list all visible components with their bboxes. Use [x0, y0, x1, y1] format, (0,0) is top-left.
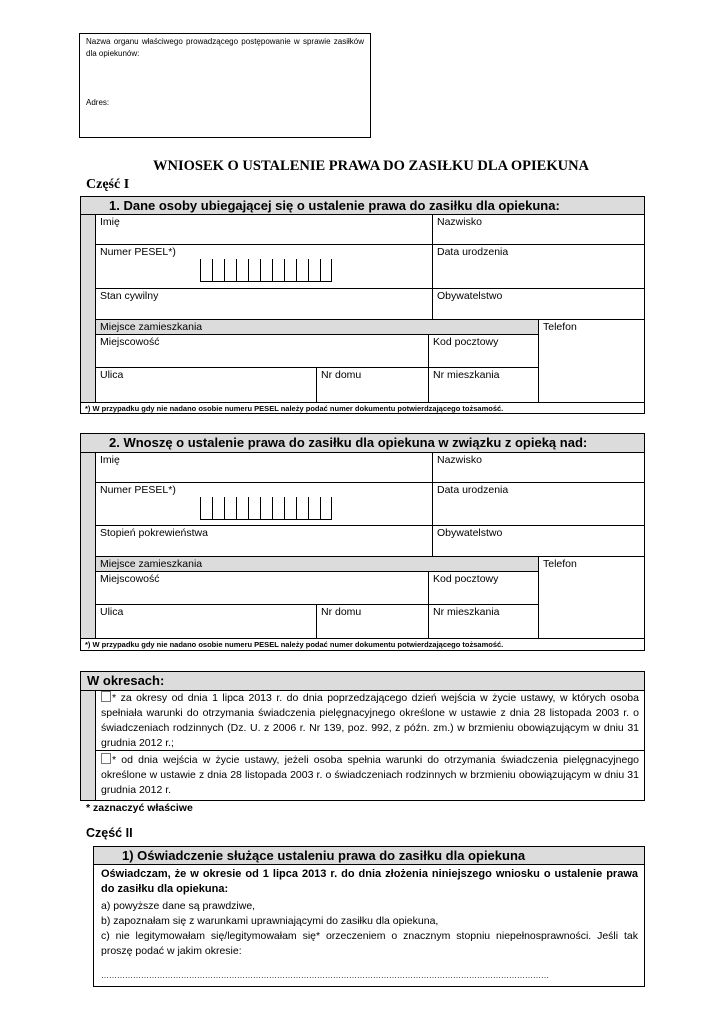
declaration-item-a: a) powyższe dane są prawdziwe,: [101, 900, 256, 912]
declaration-intro: Oświadczam, że w okresie od 1 lipca 2013 r. do dnia złożenia niniejszego wniosku o ustalenie prawa do zasiłku dla opiekuna:: [101, 868, 638, 895]
periods-margin: [80, 690, 96, 801]
s1-house-field[interactable]: [316, 367, 429, 403]
s1-pesel-label: Numer PESEL*): [100, 246, 176, 258]
s1-residence-header: [95, 319, 539, 335]
s2-postal-field[interactable]: [428, 571, 539, 605]
section-2-header: 2. Wnoszę o ustalenie prawa do zasiłku dla opiekuna w związku z opieką nad:: [80, 433, 645, 453]
s1-last-name-field[interactable]: [432, 214, 645, 245]
s1-postal-label: Kod pocztowy: [433, 336, 499, 348]
s2-pesel-label: Numer PESEL*): [100, 484, 176, 496]
period-option-1[interactable]: [95, 690, 645, 751]
s2-phone-label: Telefon: [543, 558, 577, 570]
periods-footnote: * zaznaczyć właściwe: [86, 802, 193, 814]
s1-apartment-label: Nr mieszkania: [433, 369, 500, 381]
s2-apartment-field[interactable]: [428, 604, 539, 639]
period-option-2[interactable]: [95, 750, 645, 801]
s2-city-label: Miejscowość: [100, 573, 160, 585]
s1-postal-field[interactable]: [428, 334, 539, 368]
s1-pesel-boxes[interactable]: [200, 259, 332, 282]
s1-citizenship-label: Obywatelstwo: [437, 290, 503, 302]
s1-pesel-note: *) W przypadku gdy nie nadano osobie numeru PESEL należy podać numer dokumentu potwierdzającego tożsamość.: [80, 402, 645, 414]
s1-city-field[interactable]: [95, 334, 429, 368]
part-2-heading: Część II: [86, 826, 133, 840]
s2-birth-date-label: Data urodzenia: [437, 484, 509, 496]
page-title: WNIOSEK O USTALENIE PRAWA DO ZASIŁKU DLA OPIEKUNA: [152, 158, 590, 174]
section-1-header: 1. Dane osoby ubiegającej się o ustalenie prawa do zasiłku dla opiekuna:: [80, 196, 645, 215]
s2-first-name-label: Imię: [100, 454, 120, 466]
s2-city-field[interactable]: [95, 571, 429, 605]
s2-apartment-label: Nr mieszkania: [433, 606, 500, 618]
s2-street-label: Ulica: [100, 606, 124, 618]
s2-birth-date-field[interactable]: [432, 482, 645, 526]
s2-house-field[interactable]: [316, 604, 429, 639]
section-2-margin: [80, 452, 96, 639]
s1-phone-field[interactable]: [538, 319, 645, 403]
declaration-header: 1) Oświadczenie służące ustaleniu prawa do zasiłku dla opiekuna: [93, 846, 645, 865]
s2-phone-field[interactable]: [538, 556, 645, 639]
s2-kinship-label: Stopień pokrewieństwa: [100, 527, 208, 539]
s2-citizenship-field[interactable]: [432, 525, 645, 557]
period-2-text: * od dnia wejścia w życie ustawy, jeżeli osoba spełnia warunki do otrzymania świadczenia pielęgnacyjnego określone w ustawie z dnia 28 listopada 2003 r. o świadczeniach rodzinnych w brzmieniu obowiązującym w dniu 31 grudnia 2012 r.: [101, 754, 639, 796]
period-1-checkbox[interactable]: [101, 691, 111, 702]
s2-pesel-note: *) W przypadku gdy nie nadano osobie numeru PESEL należy podać numer dokumentu potwierdzającego tożsamość.: [80, 638, 645, 651]
s2-postal-label: Kod pocztowy: [433, 573, 499, 585]
s1-apartment-field[interactable]: [428, 367, 539, 403]
s2-residence-header: [95, 556, 539, 572]
periods-header: W okresach:: [80, 671, 645, 691]
s1-birth-date-field[interactable]: [432, 244, 645, 289]
s1-street-label: Ulica: [100, 369, 124, 381]
s1-pesel-field[interactable]: [95, 244, 433, 289]
s1-citizenship-field[interactable]: [432, 288, 645, 320]
organ-name-label: Nazwa organu właściwego prowadzącego postępowanie w sprawie zasiłków dla opiekunów:: [86, 37, 364, 58]
organ-box: [79, 33, 371, 138]
s2-street-field[interactable]: [95, 604, 317, 639]
s2-last-name-label: Nazwisko: [437, 454, 482, 466]
s1-street-field[interactable]: [95, 367, 317, 403]
s2-kinship-field[interactable]: [95, 525, 433, 557]
declaration-body: [93, 864, 645, 987]
s1-marital-label: Stan cywilny: [100, 290, 159, 302]
s2-citizenship-label: Obywatelstwo: [437, 527, 503, 539]
s1-house-label: Nr domu: [321, 369, 362, 381]
s1-last-name-label: Nazwisko: [437, 216, 482, 228]
declaration-item-c: c) nie legitymowałam się/legitymowałam się* orzeczeniem o znacznym stopniu niepełnosprawności. Jeśli tak proszę podać w jakim okresie:: [101, 930, 638, 957]
s1-birth-date-label: Data urodzenia: [437, 246, 509, 258]
s1-marital-field[interactable]: [95, 288, 433, 320]
declaration-period-input[interactable]: ……………………………………………………………………………………………………………………………………………………: [101, 971, 549, 980]
s1-first-name-field[interactable]: [95, 214, 433, 245]
part-1-heading: Część I: [86, 177, 130, 192]
s1-first-name-label: Imię: [100, 216, 120, 228]
period-1-text: * za okresy od dnia 1 lipca 2013 r. do dnia poprzedzającego dzień wejścia w życie ustawy, w których osoba spełniała warunki do otrzymania świadczenia pielęgnacyjnego określone w ustawie z dnia 28 listopada 2003 r. o świadczeniach rodzinnych (Dz. U. z 2006 r. Nr 139, poz. 992, z późn. zm.) w brzmieniu obowiązującym w dniu 31 grudnia 2012 r.;: [101, 692, 639, 749]
s2-last-name-field[interactable]: [432, 452, 645, 483]
s2-pesel-boxes[interactable]: [200, 497, 332, 520]
section-1-margin: [80, 214, 96, 403]
organ-address-label: Adres:: [86, 98, 110, 107]
s1-phone-label: Telefon: [543, 321, 577, 333]
s2-pesel-field[interactable]: [95, 482, 433, 526]
s1-city-label: Miejscowość: [100, 336, 160, 348]
s2-residence-label: Miejsce zamieszkania: [100, 558, 203, 570]
declaration-item-b: b) zapoznałam się z warunkami uprawniającymi do zasiłku dla opiekuna,: [101, 915, 439, 927]
period-2-checkbox[interactable]: [101, 753, 111, 764]
s1-residence-label: Miejsce zamieszkania: [100, 321, 203, 333]
s2-first-name-field[interactable]: [95, 452, 433, 483]
s2-house-label: Nr domu: [321, 606, 362, 618]
